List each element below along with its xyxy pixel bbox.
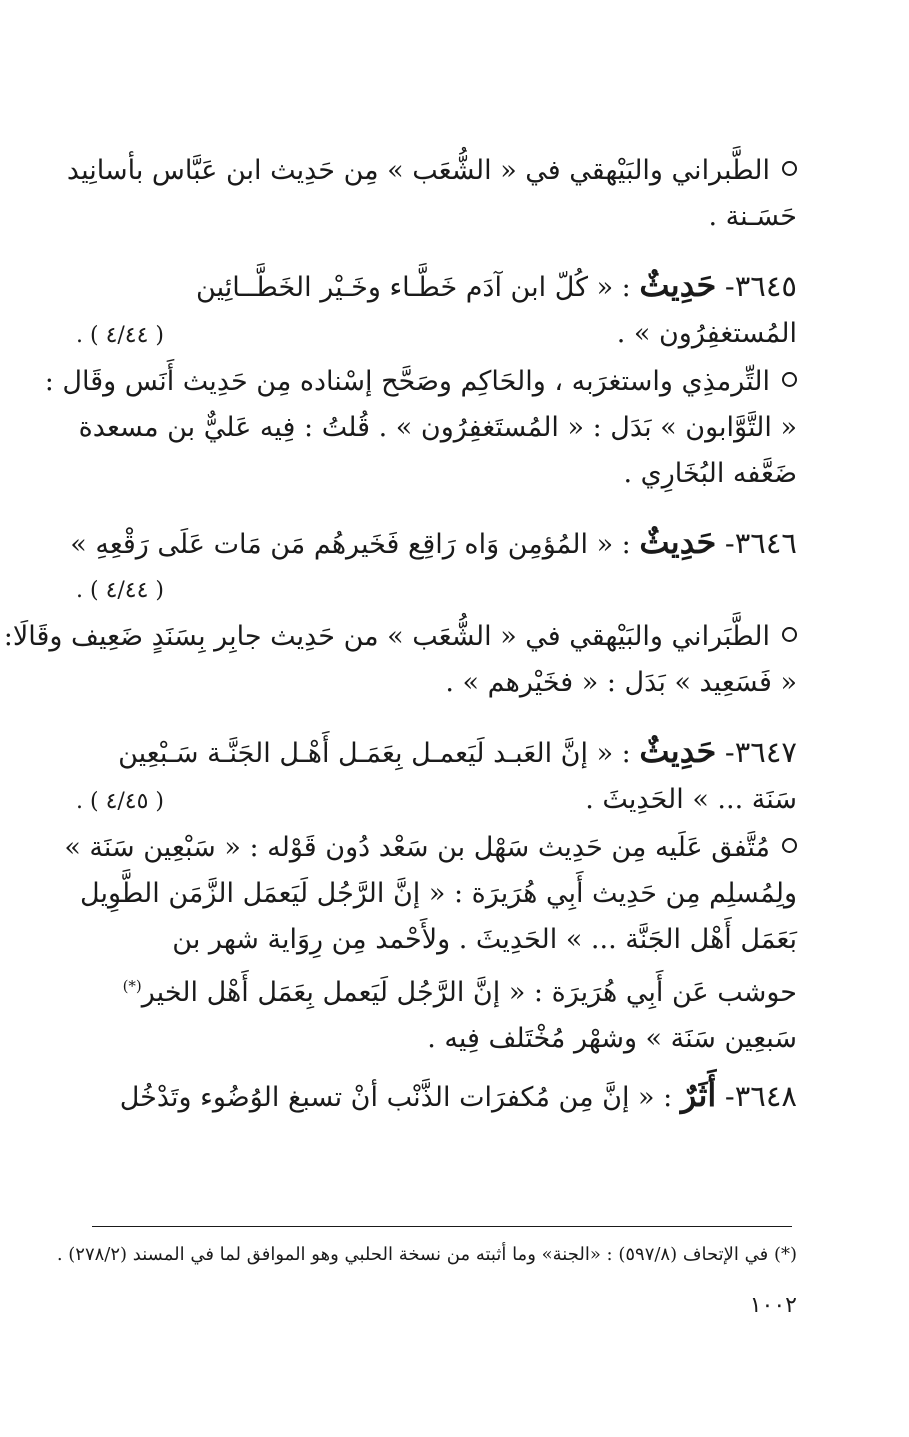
note-3645-line-3: ضَعَّفه البُخَارِي . <box>623 458 797 489</box>
hadith-3647-line-2: سَنَة ... » الحَدِيثَ . ( ٤/٤٥ ) . <box>76 777 797 825</box>
intro-line-2: حَسَـنة . <box>708 201 797 232</box>
entry-number: ٣٦٤٧- <box>724 735 797 769</box>
circle-bullet-icon <box>782 372 797 387</box>
hadith-3646-line-1: ٣٦٤٦- حَدِيثٌ : « المُؤمِن وَاه رَاقِع فَخَيرهُم مَن مَات عَلَى رَقْعِهِ » <box>70 523 797 561</box>
intro-line-1: الطَّبراني والبَيْهقي في « الشُّعَب » مِن حَدِيث ابن عَبَّاس بأسانِيد <box>76 148 797 194</box>
volume-reference: ( ٤/٤٥ ) . <box>76 789 165 814</box>
hadith-3645-line-2: المُستغفِرُون » . ( ٤/٤٤ ) . <box>76 311 797 359</box>
note-3647-line-1: مُتَّفق عَلَيه مِن حَدِيث سَهْل بن سَعْد دُون قَوْله : « سَبْعِين سَنَة » <box>76 825 797 871</box>
hadith-3646-line-2 <box>76 568 797 614</box>
circle-bullet-icon <box>782 627 797 642</box>
entry-keyword: أَثَرٌ <box>680 1076 717 1114</box>
page-number: ١٠٠٢ <box>749 1293 797 1318</box>
footnote: (*) في الإتحاف (٥٩٧/٨) : «الجنة» وما أثبته من نسخة الحلبي وهو الموافق لما في المسند (٢٧٨/٢) . <box>56 1244 797 1265</box>
entry-keyword: حَدِيثٌ <box>639 523 717 561</box>
entry-keyword: حَدِيثٌ <box>639 266 717 304</box>
note-3645-line-1: التِّرمذِي واستغرَبه ، والحَاكِم وصَحَّح إسْناده مِن حَدِيث أَنَس وقَال : <box>76 359 797 405</box>
volume-reference: ( ٤/٤٤ ) . <box>76 578 165 603</box>
main-text <box>3 148 797 1121</box>
note-3646-line-1: الطَّبَراني والبَيْهقي في « الشُّعَب » من حَدِيث جابِر بِسَنَدٍ ضَعِيف وقَالَا: <box>76 614 797 660</box>
volume-reference: ( ٤/٤٤ ) . <box>76 323 165 348</box>
entry-number: ٣٦٤٦- <box>724 526 797 560</box>
entry-number: ٣٦٤٨- <box>724 1079 797 1113</box>
hadith-3647-line-1: ٣٦٤٧- حَدِيثٌ : « إنَّ العَبـد لَيَعمـل بِعَمَـل أَهْـل الجَنَّـة سَـبْعِين <box>118 732 797 770</box>
circle-bullet-icon <box>782 838 797 853</box>
entry-number: ٣٦٤٥- <box>724 269 797 303</box>
note-3646-line-2: « فَسَعِيد » بَدَل : « فخَيْرهم » . <box>445 667 797 698</box>
footnote-divider <box>92 1226 792 1227</box>
note-3647-line-2: ولِمُسلِم مِن حَدِيث أَبِي هُرَيرَة : « إنَّ الرَّجُل لَيَعمَل الزَّمَن الطَّوِيل <box>80 878 797 909</box>
note-3647-line-3: بَعَمَل أَهْل الجَنَّة ... » الحَدِيثَ . ولأَحْمد مِن رِوَاية شهر بن <box>172 924 797 955</box>
footnote-marker: (*) <box>122 977 142 995</box>
athar-3648-line-1: ٣٦٤٨- أَثَرٌ : « إنَّ مِن مُكفرَات الذَّنْب أنْ تسبغ الوُضُوء وتَدْخُل <box>119 1076 797 1114</box>
note-3647-line-5: سَبعِين سَنَة » وشهْر مُخْتَلف فِيه . <box>427 1023 797 1054</box>
note-3647-line-4: حوشب عَن أَبِي هُرَيرَة : « إنَّ الرَّجُل لَيَعمل بِعَمَل أَهْل الخير(*) <box>122 977 797 1008</box>
entry-keyword: حَدِيثٌ <box>639 732 717 770</box>
note-3645-line-2: « التَّوَّابون » بَدَل : « المُستَغفِرُون » . قُلتُ : فِيه عَليٌّ بن مسعدة <box>78 412 797 443</box>
circle-bullet-icon <box>782 161 797 176</box>
hadith-3645-line-1: ٣٦٤٥- حَدِيثٌ : « كُلّ ابن آدَم خَطَّـاء وخَـيْر الخَطَّــائِين <box>196 266 797 304</box>
